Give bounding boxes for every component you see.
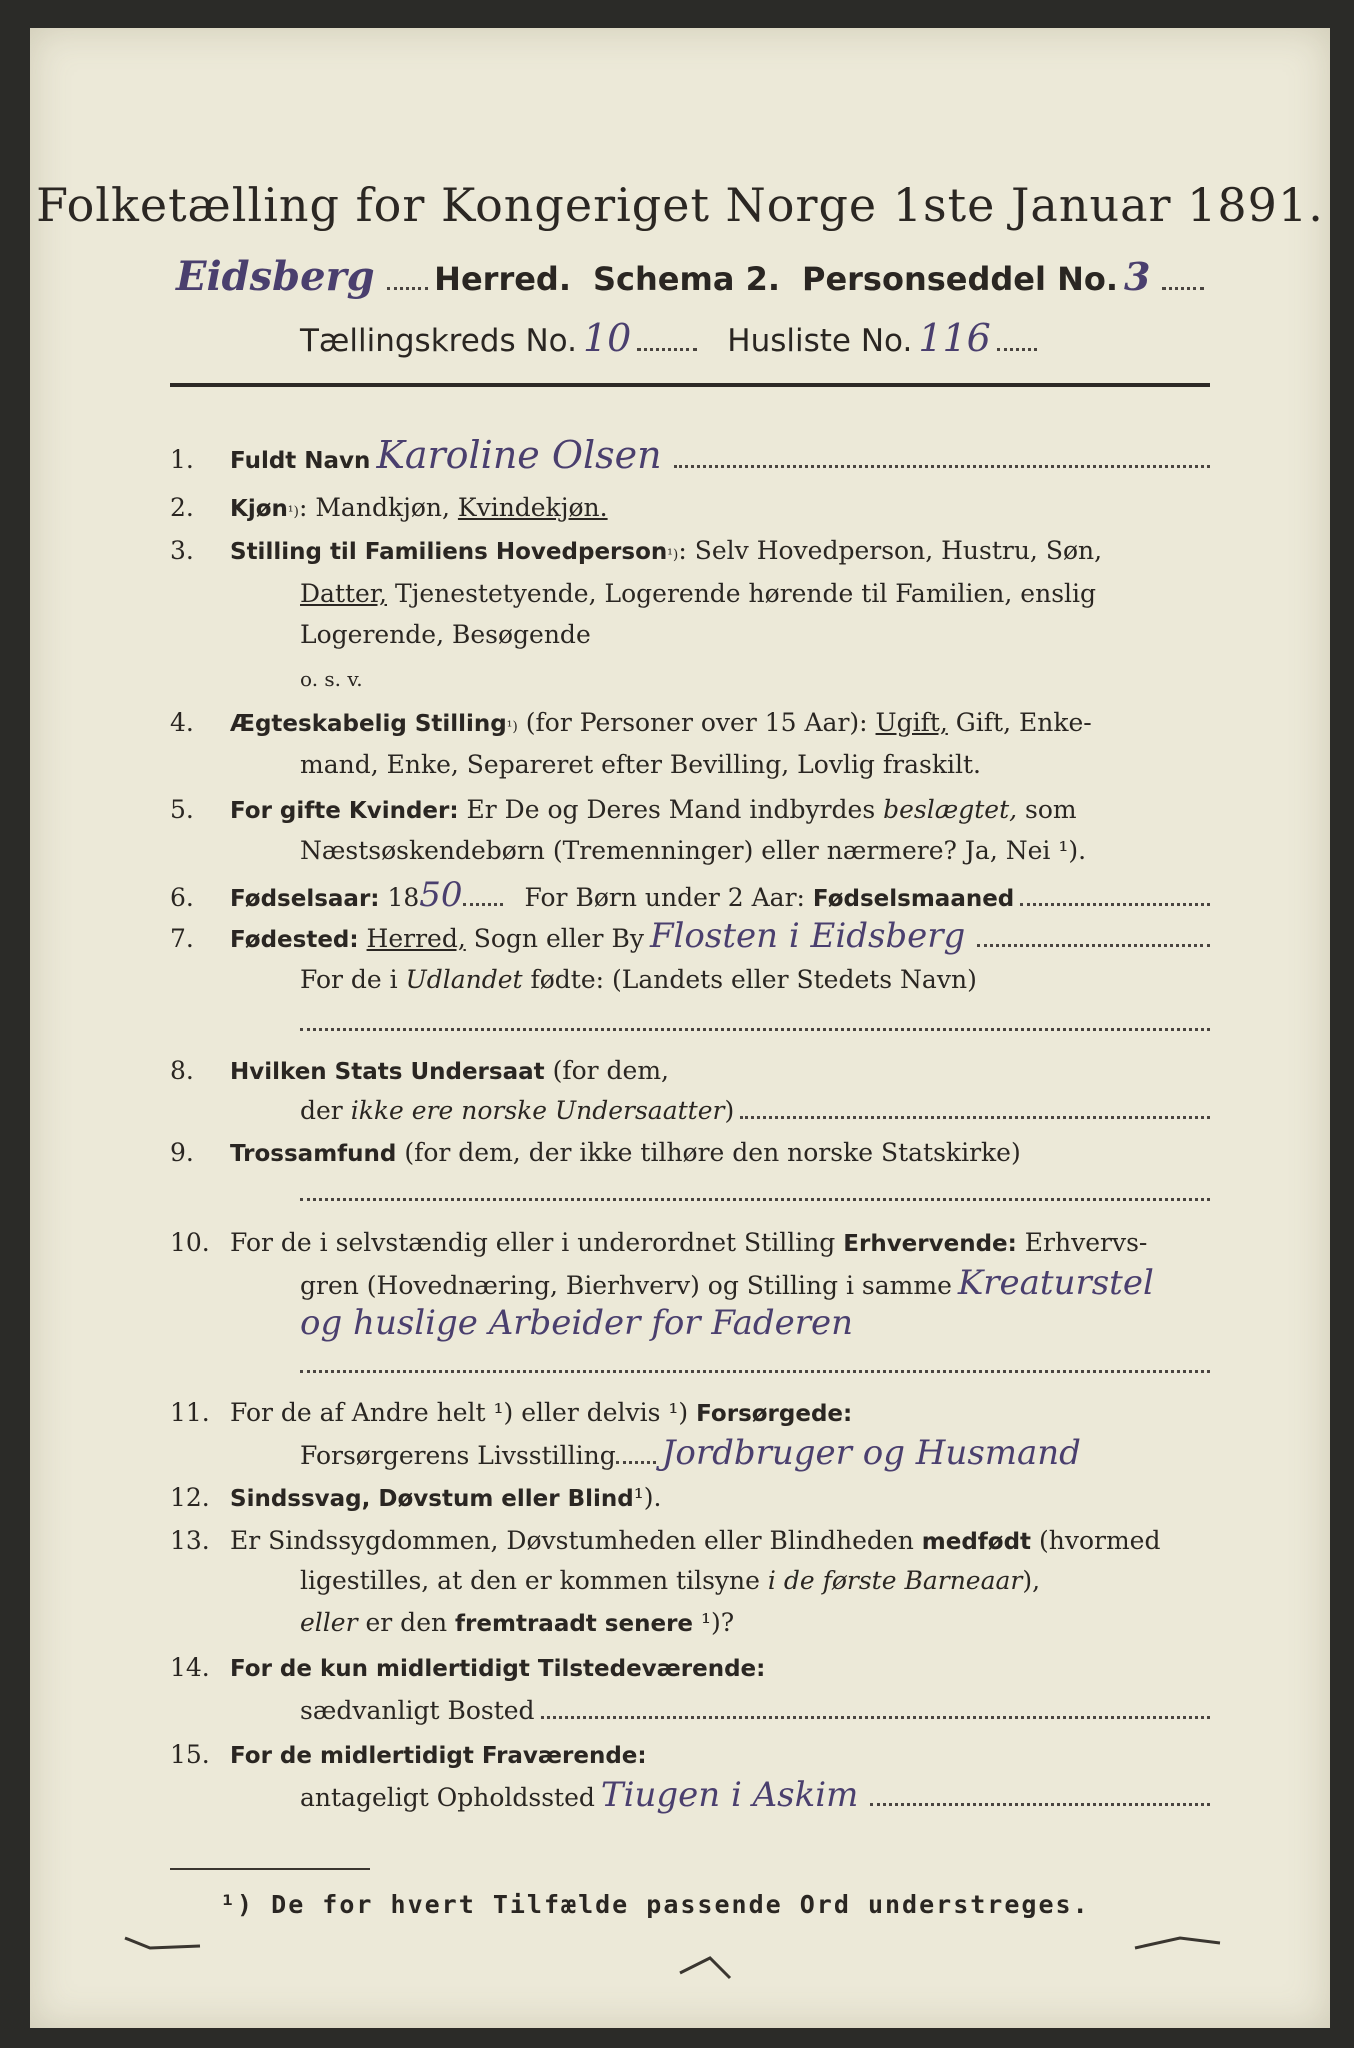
birthplace-value: Flosten i Eidsberg	[649, 916, 966, 956]
personseddel-value: 3	[1124, 254, 1151, 299]
birthplace-selected: Herred,	[366, 924, 466, 953]
form-title: Folketælling for Kongeriget Norge 1ste Januar 1891.	[36, 178, 1324, 232]
question-11: 11. For de af Andre helt ¹) eller delvis ¹) Forsørgede:	[170, 1398, 853, 1427]
ink-mark	[670, 1948, 750, 1988]
provider-value: Jordbruger og Husmand	[661, 1433, 1081, 1473]
question-12: 12. Sindssvag, Døvstum eller Blind ¹).	[170, 1483, 662, 1512]
herred-value: Eidsberg	[176, 253, 375, 300]
kreds-line	[300, 316, 1100, 360]
gender-selected: Kvindekjøn.	[457, 493, 608, 522]
kreds-label: Tællingskreds No.	[300, 323, 577, 359]
residence-value: Tiugen i Askim	[600, 1775, 859, 1815]
question-13: 13. Er Sindssygdommen, Døvstumheden eller Blindheden medfødt (hvormed	[170, 1526, 1161, 1555]
question-2: 2. Kjøn ¹) : Mandkjøn, Kvindekjøn.	[170, 493, 608, 522]
census-form: Folketælling for Kongeriget Norge 1ste Januar 1891. Eidsberg Herred. Schema 2. Personseddel No. 3 Tællingskreds No. 10 Husliste No. 116 1. Fuldt Navn Karoline Olsen 2. Kjøn ¹) : Mandkjøn, Kvindekjøn. 3. Stilling til Familiens Hovedperson ¹) : Selv Hovedperson, Hustru, Søn, Datter, Tjenestetyende, Logerende hørende til Familien, enslig Logerende, Besøgende o. s. v. 4. Ægteskabelig Stilling ¹) (for Personer over 15 Aar): Ugift, Gift, Enke- mand, Enke, Separeret efter Bevilling, Lovlig fraskilt. 5. For gifte Kvinder: Er De og Deres Mand indbyrdes beslægtet, som Næstsøskendebørn (Tremenninger) eller nærmere? Ja, Nei ¹). 6. Fødselsaar: 18 50 For Børn under 2 Aar: Fødselsmaaned 7. Fødested: Herred, Sogn eller By Flosten i Eidsberg For de i Udlandet fødte: (Landets eller Stedets Navn) 8. Hvilken Stats Undersaat (for dem, der ikke ere norske Undersaatter ) 9. Trossamfund (for dem, der ikke tilhøre den norske Statskirke) 10. For de i selvstændig eller i underordnet Stilling Erhvervende: Erhvervs- gren (Hovednæring, Bierhverv) og Stilling i samme Kreaturstel og huslige Arbeider for Faderen 11. For de af Andre helt ¹) eller delvis ¹) Forsørgede: Forsørgerens Livsstilling Jordbruger og Husmand 12. Sindssvag, Døvstum eller Blind ¹). 13. Er Sindssygdommen, Døvstumheden eller Blindheden medfødt (hvormed ligestilles, at den er kommen tilsyne i de første Barneaar ), eller er den fremtraadt senere ¹)? 14. For de kun midlertidigt Tilstedeværende: sædvanligt Bosted 15. For de midlertidigt Fraværende: antageligt Opholdssted Tiugen i Askim ¹) De for hvert Tilfælde passende Ord understreges.	[30, 28, 1330, 2028]
personseddel-label: Personseddel No.	[801, 260, 1119, 298]
question-3: 3. Stilling til Familiens Hovedperson ¹) : Selv Hovedperson, Hustru, Søn,	[170, 536, 1103, 565]
question-15: 15. For de midlertidigt Fraværende:	[170, 1740, 647, 1769]
herred-label: Herred.	[434, 260, 571, 298]
birth-year-value: 50	[419, 875, 463, 915]
header-rule	[170, 383, 1210, 387]
question-8: 8. Hvilken Stats Undersaat (for dem,	[170, 1056, 669, 1085]
herred-line	[170, 253, 1210, 300]
question-5: 5. For gifte Kvinder: Er De og Deres Mand indbyrdes beslægtet, som	[170, 795, 1077, 824]
schema-label: Schema 2.	[592, 260, 780, 298]
question-14: 14. For de kun midlertidigt Tilstedeværende:	[170, 1653, 766, 1682]
occupation-value-2: og huslige Arbeider for Faderen	[300, 1303, 854, 1343]
position-selected: Datter,	[300, 579, 387, 608]
kreds-value: 10	[582, 316, 632, 360]
occupation-value-1: Kreaturstel	[957, 1263, 1154, 1303]
question-3-line-2: Datter, Tjenestetyende, Logerende hørende til Familien, enslig	[300, 579, 1097, 608]
husliste-label: Husliste No.	[727, 323, 913, 359]
ink-mark	[120, 1928, 210, 1958]
ink-mark	[1130, 1928, 1230, 1958]
footnote-rule	[170, 1868, 370, 1870]
question-9: 9. Trossamfund (for dem, der ikke tilhøre den norske Statskirke)	[170, 1138, 1021, 1167]
name-value: Karoline Olsen	[376, 433, 662, 477]
question-4: 4. Ægteskabelig Stilling ¹) (for Personer over 15 Aar): Ugift, Gift, Enke-	[170, 708, 1092, 737]
question-6: 6. Fødselsaar: 18 50 For Børn under 2 Aar: Fødselsmaaned	[170, 880, 1210, 914]
husliste-value: 116	[918, 316, 991, 360]
footnote: ¹) De for hvert Tilfælde passende Ord understreges.	[220, 1890, 1090, 1919]
marital-selected: Ugift,	[875, 708, 948, 737]
question-1: 1. Fuldt Navn Karoline Olsen	[170, 440, 1210, 476]
question-10: 10. For de i selvstændig eller i underordnet Stilling Erhvervende: Erhvervs-	[170, 1228, 1148, 1257]
question-7: 7. Fødested: Herred, Sogn eller By Flosten i Eidsberg	[170, 921, 1210, 955]
